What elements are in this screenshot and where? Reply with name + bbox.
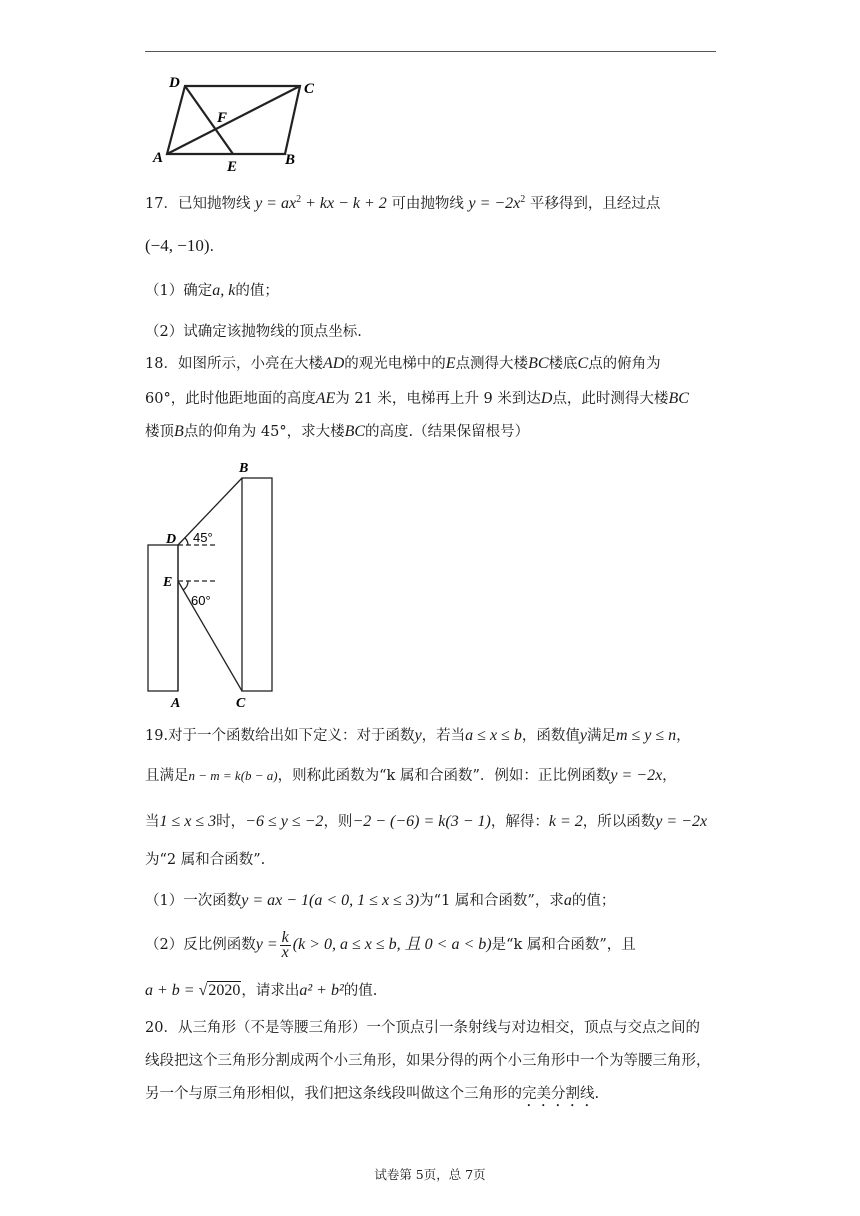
- page-footer: 试卷第 5页，总 7页: [374, 1167, 486, 1182]
- angle-arc-45: [185, 538, 188, 545]
- label-a: A: [171, 696, 181, 711]
- label-b: B: [285, 152, 296, 168]
- q18-line3: 楼顶B点的仰角为 45°，求大楼BC的高度.（结果保留根号）: [145, 423, 530, 440]
- q17-part2: （2）试确定该抛物线的顶点坐标.: [145, 324, 362, 340]
- diagonal-ac: [167, 86, 300, 154]
- q20-number: 20．: [145, 1020, 178, 1036]
- emphasis-term: 完美分割线: [522, 1086, 595, 1102]
- header-rule: [145, 51, 716, 52]
- q20-line1: 20．从三角形（不是等腰三角形）一个顶点引一条射线与对边相交，顶点与交点之间的: [145, 1020, 700, 1036]
- q17-part1: （1）确定a, k的值；: [145, 282, 279, 299]
- fraction-k-over-x: $\frac{k}{x}$: [281, 928, 289, 961]
- parallelogram-figure: [145, 70, 330, 180]
- q19-line3: 当1 ≤ x ≤ 3时，−6 ≤ y ≤ −2，则−2 − (−6) = k(3 − 1)，解得：k = 2，所以函数y = −2x: [145, 813, 708, 830]
- angle-60-label: 60°: [191, 593, 211, 608]
- building-figure: [145, 455, 295, 715]
- q17-line2: (−4, −10).: [145, 236, 215, 255]
- building-ad-left: [148, 545, 178, 691]
- label-f: F: [217, 110, 228, 126]
- q19-number: 19.: [145, 728, 169, 744]
- q18-line2: 60°，此时他距地面的高度AE为 21 米，电梯再上升 9 米到达D点，此时测得大楼BC: [145, 390, 689, 407]
- label-e: E: [227, 159, 238, 175]
- q17-eq1: $y = ax^2$ + kx − k + 2: [255, 194, 387, 212]
- q17-eq2: $y = -2x^2$: [468, 194, 526, 212]
- angle-arc-60: [183, 581, 188, 590]
- label-a: A: [153, 150, 164, 166]
- q20-line3: 另一个与原三角形相似，我们把这条线段叫做这个三角形的完美分割线.: [145, 1086, 600, 1102]
- q19-line2: 且满足n − m = k(b − a)，则称此函数为“k 属和合函数”．例如：正比例函数y = −2x，: [145, 767, 677, 784]
- q18-line1: 18．如图所示，小亮在大楼AD的观光电梯中的E点测得大楼BC楼底C点的俯角为: [145, 355, 661, 372]
- q17-line1: 17．已知抛物线 $y = ax^2$ + kx − k + 2 可由抛物线 $y = -2x^2$ 平移得到，且经过点: [145, 194, 661, 212]
- label-d: D: [166, 532, 177, 547]
- q19-part2: （2）反比例函数y = $\frac{k}{x}$ (k > 0, a ≤ x ≤ b, 且 0 < a < b)是“k 属和合函数”，且: [145, 928, 636, 961]
- building-bc: [242, 478, 272, 691]
- q19-line4: 为“2 属和合函数”.: [145, 852, 266, 868]
- label-c: C: [304, 81, 315, 97]
- label-d: D: [169, 75, 180, 91]
- q19-line1: 19.对于一个函数给出如下定义：对于函数y，若当a ≤ x ≤ b，函数值y满足m ≤ y ≤ n，: [145, 727, 691, 744]
- label-b: B: [239, 461, 249, 476]
- q20-line2: 线段把这个三角形分割成两个小三角形，如果分得的两个小三角形中一个为等腰三角形，: [145, 1053, 711, 1069]
- q17-number: 17．: [145, 196, 178, 212]
- q19-part1: （1）一次函数y = ax − 1(a < 0, 1 ≤ x ≤ 3)为“1 属和合函数”，求a的值；: [145, 892, 616, 909]
- q17-point: (−4, −10): [145, 236, 210, 255]
- label-e: E: [163, 575, 173, 590]
- q18-number: 18．: [145, 356, 178, 372]
- label-c: C: [236, 696, 246, 711]
- angle-45-label: 45°: [193, 530, 213, 545]
- q19-part3: a + b = √2020，请求出a² + b²的值.: [145, 982, 378, 999]
